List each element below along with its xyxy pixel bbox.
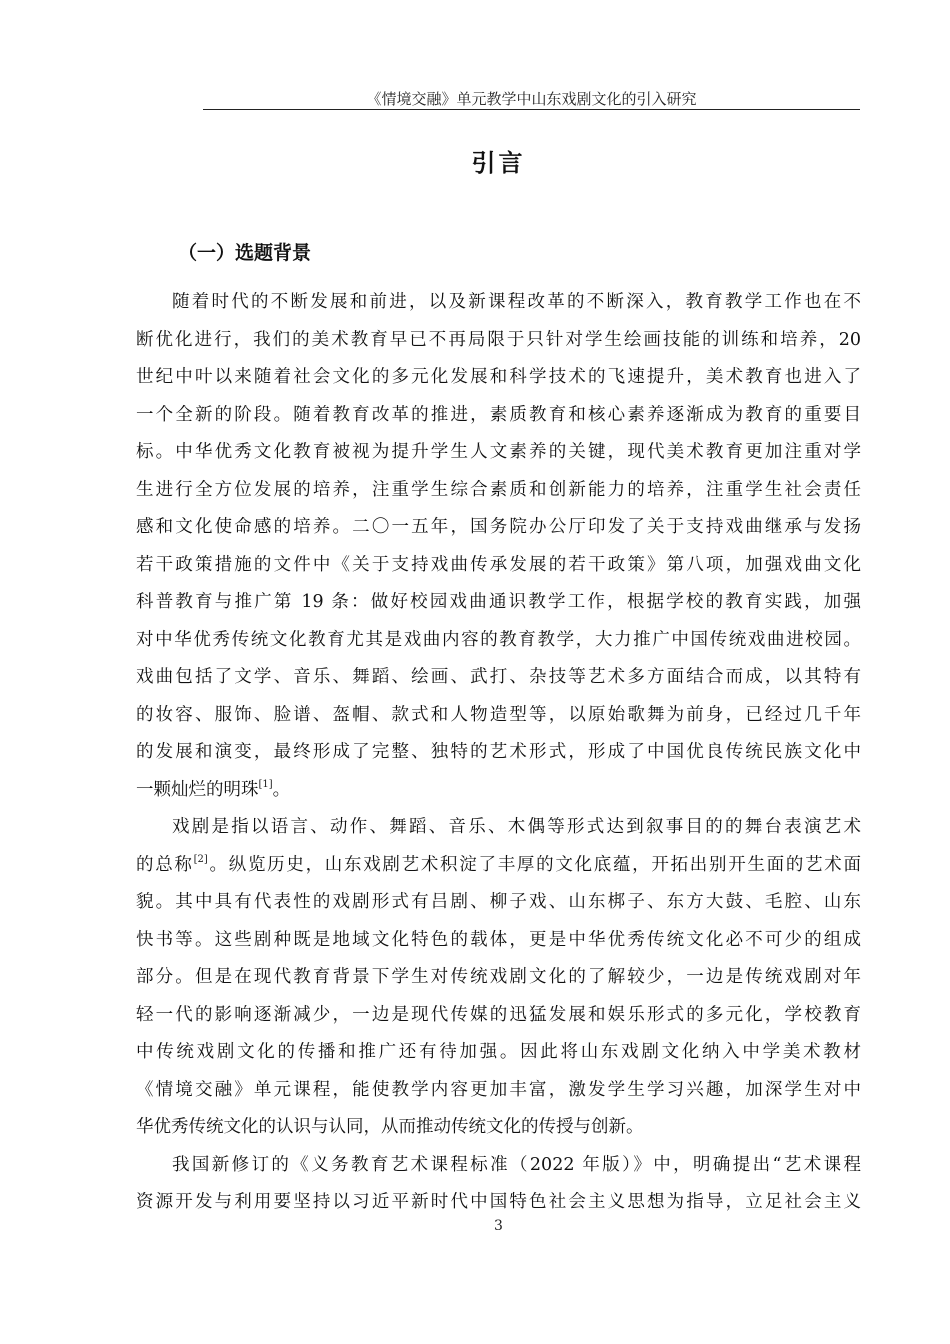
text-run: 一颗灿烂的明珠 [136,779,259,800]
text-run: 。 [272,779,291,800]
paragraph-2 [136,809,861,1147]
text-line: 随着时代的不断发展和前进，以及新课程改革的不断深入，教育教学工作也在不 [172,292,861,312]
text-line: 的妆容、服饰、脸谱、盔帽、款式和人物造型等，以原始歌舞为前身，已经过几千年 [136,704,861,725]
text-line [136,847,861,885]
text-line: 我国新修订的《义务教育艺术课程标准（2022 年版）》中，明确提出“艺术课程 [172,1154,861,1175]
text-line: 世纪中叶以来随着社会文化的多元化发展和科学技术的飞速提升，美术教育也进入了 [136,367,861,387]
paragraph-1 [136,284,861,809]
text-line: 貌。其中具有代表性的戏剧形式有吕剧、柳子戏、山东梆子、东方大鼓、毛腔、山东 [136,892,861,912]
text-line: 对中华优秀传统文化教育尤其是戏曲内容的教育教学，大力推广中国传统戏曲进校园。 [136,629,861,650]
text-line: 生进行全方位发展的培养，注重学生综合素质和创新能力的培养，注重学生社会责任 [136,479,861,500]
text-line: 的发展和演变，最终形成了完整、独特的艺术形式，形成了中国优良传统民族文化中 [136,742,861,762]
text-run: 。纵览历史，山东戏剧艺术积淀了丰厚的文化底蕴，开拓出别开生面的艺术面 [207,854,862,875]
text-line: 感和文化使命感的培养。二〇一五年，国务院办公厅印发了关于支持戏曲继承与发扬 [136,517,861,537]
body-text [136,284,861,1222]
text-line: 断优化进行，我们的美术教育早已不再局限于只针对学生绘画技能的训练和培养，20 [136,329,861,350]
text-line: 科普教育与推广第 19 条：做好校园戏曲通识教学工作，根据学校的教育实践，加强 [136,592,861,612]
text-line: 若干政策措施的文件中《关于支持戏曲传承发展的若干政策》第八项，加强戏曲文化 [136,554,861,575]
paragraph-3 [136,1147,861,1222]
text-line [136,772,861,810]
page-number: 3 [494,1218,503,1234]
header-rule [203,109,860,110]
text-line: 中传统戏剧文化的传播和推广还有待加强。因此将山东戏剧文化纳入中学美术教材 [136,1042,861,1062]
text-line: 部分。但是在现代教育背景下学生对传统戏剧文化的了解较少，一边是传统戏剧对年 [136,967,861,987]
text-line: 戏剧是指以语言、动作、舞蹈、音乐、木偶等形式达到叙事目的的舞台表演艺术 [172,817,861,837]
text-line: 资源开发与利用要坚持以习近平新时代中国特色社会主义思想为指导，立足社会主义 [136,1192,861,1212]
text-line: 轻一代的影响逐渐减少，一边是现代传媒的迅猛发展和娱乐形式的多元化，学校教育 [136,1004,861,1025]
text-line: 《情境交融》单元课程，能使教学内容更加丰富，激发学生学习兴趣，加深学生对中 [136,1079,861,1100]
citation-marker: [2] [193,853,208,865]
text-line: 快书等。这些剧种既是地域文化特色的载体，更是中华优秀传统文化必不可少的组成 [136,929,861,950]
section-heading: （一）选题背景 [178,242,312,264]
text-line: 标。中华优秀文化教育被视为提升学生人文素养的关键，现代美术教育更加注重对学 [136,442,861,462]
running-header: 《情境交融》单元教学中山东戏剧文化的引入研究 [366,90,697,108]
citation-marker: [1] [258,778,273,790]
text-line: 华优秀传统文化的认识与认同，从而推动传统文化的传授与创新。 [136,1117,644,1137]
text-line: 戏曲包括了文学、音乐、舞蹈、绘画、武打、杂技等艺术多方面结合而成，以其特有 [136,667,861,687]
page-title: 引言 [471,149,526,177]
text-run: 的总称 [136,854,194,875]
text-line: 一个全新的阶段。随着教育改革的推进，素质教育和核心素养逐渐成为教育的重要目 [136,404,861,425]
